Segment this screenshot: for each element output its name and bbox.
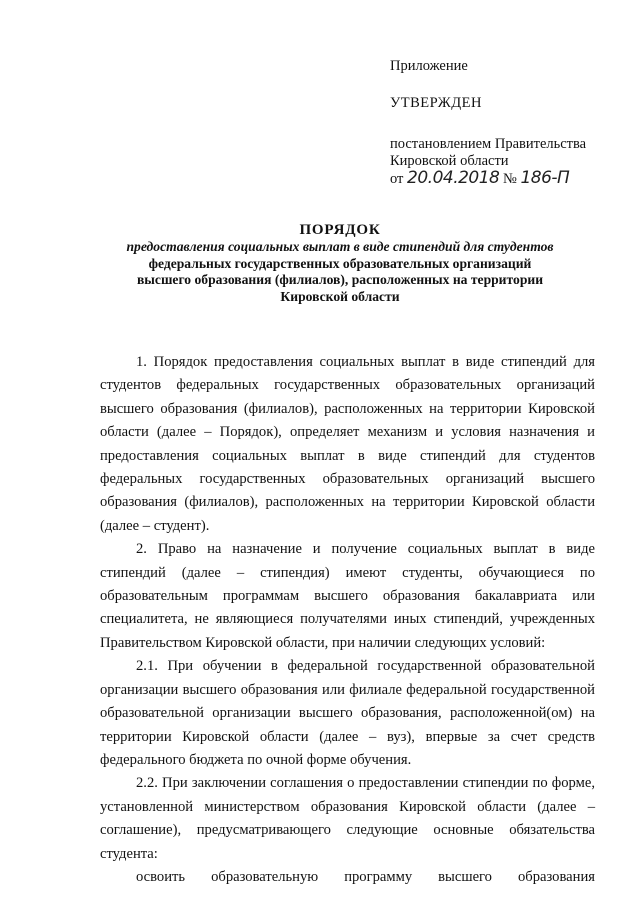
paragraph-1: 1. Порядок предоставления социальных выплат в виде стипендий для студентов федеральных государственных образовательных организаций высшего образования (филиалов), расположенных на территории Кировской области (далее – Порядок), определяет механизм и условия назначения и предоставления социальных выплат в виде стипендий для студентов федеральных государственных образовательных организаций высшего образования (филиалов), расположенных на территории Кировской области (далее – студент). (100, 354, 595, 534)
decree-line-2: Кировской области (390, 153, 509, 169)
paragraph-2-2: 2.2. При заключении соглашения о предоставлении стипендии по форме, установленной министерством образования Кировской области (далее – соглашение), предусматривающего следующие основные обязательства студента: (100, 775, 595, 862)
decree-date-number-line (390, 170, 630, 188)
subtitle-line-1: предоставления социальных выплат в виде стипендий для студентов (126, 239, 554, 254)
date-prefix: от (390, 171, 404, 187)
decree-reference (390, 136, 630, 188)
subtitle-line-3: высшего образования (филиалов), расположенных на территории (136, 272, 544, 287)
approved-label: УТВЕРЖДЕН (390, 95, 482, 111)
document-subtitle (60, 239, 620, 305)
paragraph-2-1: 2.1. При обучении в федеральной государственной образовательной организации высшего образования или филиале федеральной государственной образовательной организации высшего образования, расположенной(ом) на территории Кировской области (далее – вуз), впервые за счет средств федерального бюджета по очной форме обучения. (100, 658, 595, 768)
subtitle-line-4: Кировской области (280, 288, 400, 304)
subtitle-line-2: федеральных государственных образовательных организаций (148, 255, 532, 271)
handwritten-number: 186-П (520, 168, 570, 188)
paragraph-2: 2. Право на назначение и получение социальных выплат в виде стипендий (далее – стипендия) имеют студенты, обучающиеся по образовательным программам высшего образования бакалавриата или специалитета, не являющиеся получателями иных стипендий, учрежденных Правительством Кировской области, при наличии следующих условий: (100, 541, 595, 651)
handwritten-date: 20.04.2018 (407, 168, 500, 188)
document-body (100, 351, 595, 889)
document-title-block (60, 221, 620, 305)
approval-stamp-block (390, 58, 630, 188)
decree-line-1: постановлением Правительства (390, 136, 587, 152)
number-sign: № (503, 171, 517, 187)
paragraph-continuation: освоить образовательную программу высшего образования (136, 868, 595, 885)
appendix-label: Приложение (390, 58, 468, 74)
document-title: ПОРЯДОК (299, 222, 381, 238)
